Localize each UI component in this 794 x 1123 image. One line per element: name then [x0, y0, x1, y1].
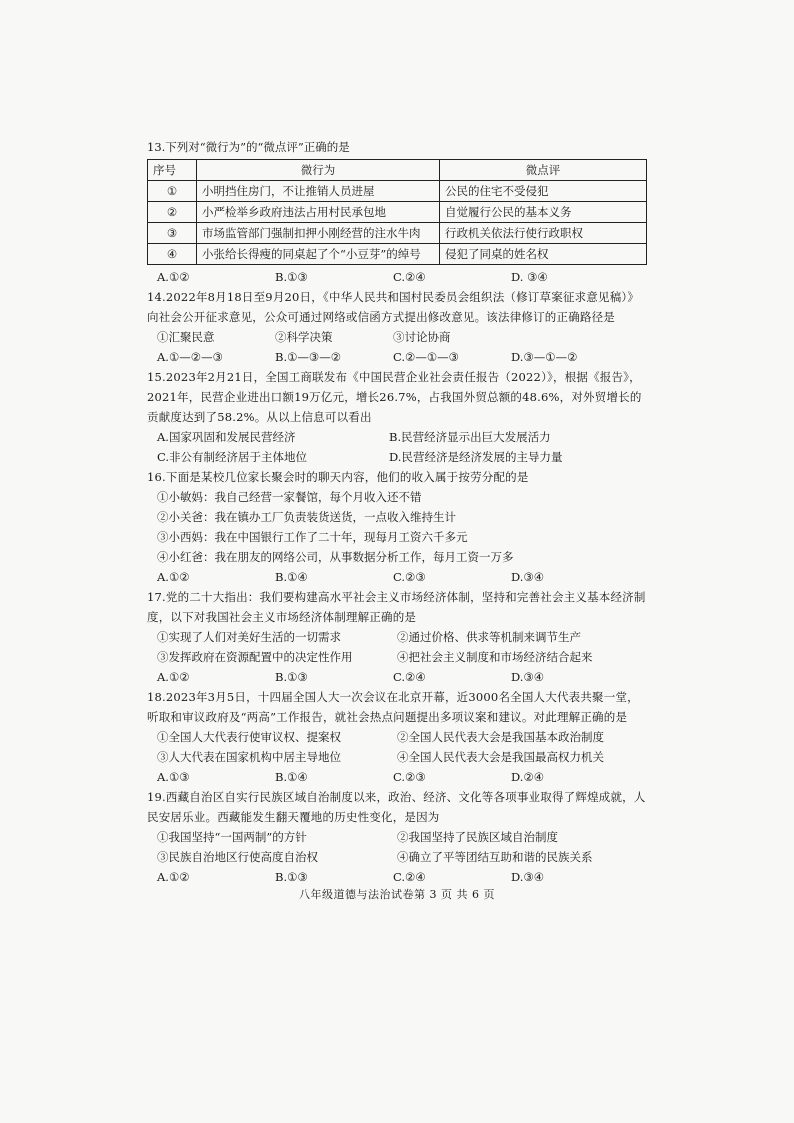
- option-c: C.②④: [393, 870, 426, 884]
- table-cell: ①: [148, 181, 197, 202]
- table-header-cell: 微行为: [197, 160, 440, 181]
- table-row: [148, 223, 647, 244]
- option-c: C.②④: [393, 270, 426, 284]
- question-14-statements: [147, 327, 647, 347]
- statement-2: ②通过价格、供求等机制来调节生产: [397, 630, 581, 644]
- question-19: [147, 787, 647, 887]
- question-19-options: [147, 867, 647, 887]
- question-18-text: 18.2023年3月5日，十四届全国人大一次会议在北京开幕，近3000名全国人大代表共聚一堂，听取和审议政府及“两高”工作报告，就社会热点问题提出多项议案和建议。对此理解正确的是: [147, 690, 639, 724]
- table-cell: 小张给长得瘦的同桌起了个“小豆芽”的绰号: [197, 244, 440, 265]
- question-19-statements: [147, 827, 647, 847]
- option-c: C.②—①—③: [393, 350, 459, 364]
- option-c: C.非公有制经济居于主体地位: [157, 450, 308, 464]
- question-13-text: 13.下列对“微行为”的“微点评”正确的是: [147, 140, 350, 154]
- page-footer: 八年级道德与法治试卷第 3 页 共 6 页: [299, 888, 495, 901]
- statement-4: ④小红爸：我在朋友的网络公司，从事数据分析工作，每月工资一万多: [157, 550, 514, 564]
- option-a: A.①—②—③: [157, 350, 223, 364]
- table-cell: 公民的住宅不受侵犯: [440, 181, 647, 202]
- option-a: A.①②: [157, 870, 190, 884]
- question-17-text: 17.党的二十大指出：我们要构建高水平社会主义市场经济体制，坚持和完善社会主义基本经济制度，以下对我国社会主义市场经济体制理解正确的是: [147, 590, 646, 624]
- option-d: D. ③④: [511, 270, 548, 284]
- option-b: B.①③: [275, 870, 308, 884]
- question-14-options: [147, 347, 647, 367]
- statement-3: ③讨论协商: [393, 330, 451, 344]
- table-cell: ②: [148, 202, 197, 223]
- option-a: A.国家巩固和发展民营经济: [157, 430, 296, 444]
- statement-4: ④全国人民代表大会是我国最高权力机关: [397, 750, 604, 764]
- question-17-options: [147, 667, 647, 687]
- option-c: C.②③: [393, 770, 426, 784]
- question-15-options: [147, 427, 647, 447]
- table-header-row: [148, 160, 647, 181]
- table-cell: 市场监管部门强制扣押小刚经营的注水牛肉: [197, 223, 440, 244]
- question-18-options: [147, 767, 647, 787]
- statement-3: ③人大代表在国家机构中居主导地位: [157, 750, 341, 764]
- statement-2: ②科学决策: [275, 330, 333, 344]
- table-cell: 侵犯了同桌的姓名权: [440, 244, 647, 265]
- table-cell: ④: [148, 244, 197, 265]
- question-19-statements: [147, 847, 647, 867]
- question-16-options: [147, 567, 647, 587]
- option-b: B.民营经济显示出巨大发展活力: [389, 430, 551, 444]
- option-c: C.②④: [393, 670, 426, 684]
- table-row: [148, 181, 647, 202]
- statement-2: ②全国人民代表大会是我国基本政治制度: [397, 730, 604, 744]
- statement-1: ①小敏妈：我自己经营一家餐馆，每个月收入还不错: [157, 490, 422, 504]
- question-16-text: 16.下面是某校几位家长聚会时的聊天内容，他们的收入属于按劳分配的是: [147, 470, 529, 484]
- question-15-text: 15.2023年2月21日，全国工商联发布《中国民营企业社会责任报告（2022）》，根据《报告》，2021年，民营企业进出口额19万亿元，增长26.7%，占我国外贸总额的48.6%，对外贸增长的贡献度达到了58.2%。从以上信息可以看出: [147, 370, 642, 424]
- table-row: [148, 202, 647, 223]
- question-18: [147, 687, 647, 787]
- option-d: D.③—①—②: [511, 350, 578, 364]
- statement-2: ②小关爸：我在镇办工厂负责装货送货，一点收入维持生计: [157, 510, 456, 524]
- table-header-cell: 微点评: [440, 160, 647, 181]
- table-cell: 自觉履行公民的基本义务: [440, 202, 647, 223]
- statement-1: ①实现了人们对美好生活的一切需求: [157, 630, 341, 644]
- exam-content: [147, 137, 647, 887]
- option-b: B.①—③—②: [275, 350, 342, 364]
- option-a: A.①②: [157, 570, 190, 584]
- table-cell: ③: [148, 223, 197, 244]
- option-b: B.①③: [275, 270, 308, 284]
- statement-2: ②我国坚持了民族区域自治制度: [397, 830, 558, 844]
- option-a: A.①②: [157, 670, 190, 684]
- statement-1: ①汇聚民意: [157, 330, 215, 344]
- option-b: B.①③: [275, 670, 308, 684]
- statement-3: ③民族自治地区行使高度自治权: [157, 850, 318, 864]
- statement-4: ④把社会主义制度和市场经济结合起来: [397, 650, 593, 664]
- question-18-statements: [147, 727, 647, 747]
- table-cell: 行政机关依法行使行政职权: [440, 223, 647, 244]
- statement-3: ③小西妈：我在中国银行工作了二十年，现每月工资六千多元: [157, 530, 468, 544]
- table-header-cell: 序号: [148, 160, 197, 181]
- question-17: [147, 587, 647, 687]
- table-row: [148, 244, 647, 265]
- option-d: D.③④: [511, 870, 545, 884]
- option-d: D.③④: [511, 670, 545, 684]
- option-d: D.③④: [511, 570, 545, 584]
- option-b: B.①④: [275, 570, 308, 584]
- statement-3: ③发挥政府在资源配置中的决定性作用: [157, 650, 353, 664]
- table-cell: 小明挡住房门，不让推销人员进屋: [197, 181, 440, 202]
- table-cell: 小严检举乡政府违法占用村民承包地: [197, 202, 440, 223]
- statement-1: ①全国人大代表行使审议权、提案权: [157, 730, 341, 744]
- question-13-options: [147, 267, 647, 287]
- option-a: A.①②: [157, 270, 190, 284]
- question-13: [147, 137, 647, 287]
- option-b: B.①④: [275, 770, 308, 784]
- question-16: [147, 467, 647, 587]
- option-d: D.②④: [511, 770, 545, 784]
- statement-4: ④确立了平等团结互助和谐的民族关系: [397, 850, 593, 864]
- statement-1: ①我国坚持“一国两制”的方针: [157, 830, 307, 844]
- option-d: D.民营经济是经济发展的主导力量: [389, 450, 563, 464]
- question-15: [147, 367, 647, 467]
- question-17-statements: [147, 647, 647, 667]
- question-13-table: [147, 159, 647, 265]
- question-17-statements: [147, 627, 647, 647]
- option-a: A.①③: [157, 770, 190, 784]
- question-18-statements: [147, 747, 647, 767]
- question-14-text: 14.2022年8月18日至9月20日，《中华人民共和国村民委员会组织法（修订草案征求意见稿）》向社会公开征求意见，公众可通过网络或信函方式提出修改意见。该法律修订的正确路径是: [147, 290, 640, 324]
- question-19-text: 19.西藏自治区自实行民族区域自治制度以来，政治、经济、文化等各项事业取得了辉煌成就，人民安居乐业。西藏能发生翻天覆地的历史性变化，是因为: [147, 790, 646, 824]
- question-14: [147, 287, 647, 367]
- option-c: C.②③: [393, 570, 426, 584]
- question-15-options: [147, 447, 647, 467]
